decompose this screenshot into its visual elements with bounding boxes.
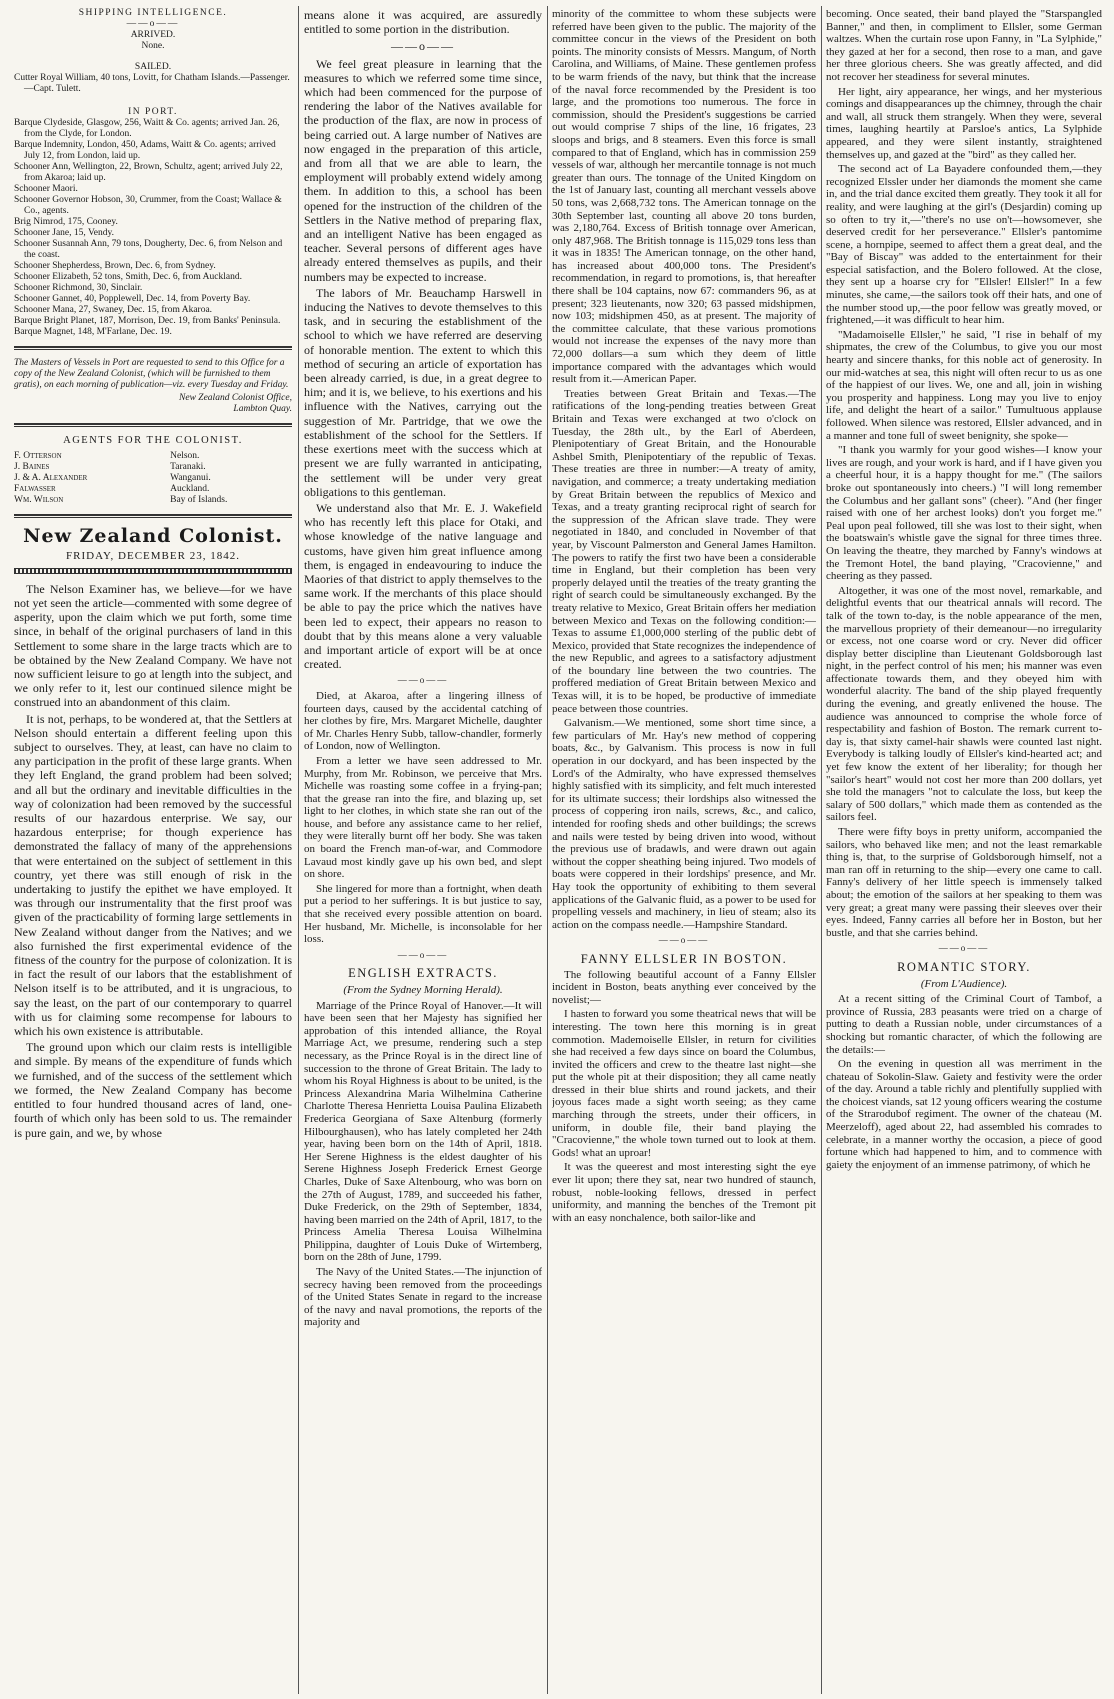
died-paragraph: She lingered for more than a fortnight, when death put a period to her sufferings. It is but justice to say, that she received every possible attention on board. Her husband, Mr. Michelle, is inconsolable for her loss. — [304, 882, 542, 946]
inport-entry: Barque Bright Planet, 187, Morrison, Dec. 19, from Banks' Peninsula. — [14, 316, 281, 326]
flax-paragraph: The labors of Mr. Beauchamp Harswell in inducing the Natives to devote themselves to this task, and in securing the establishment of the school to which we have referred are deserving of honorable mention. The extent to which this method of securing an article of exportation has been already carried, is due, in a great degree to him; and it is, we believe, to his exertions and his influence with the Natives, carrying out the suggestion of Mr. Partridge, that we owe the establishment of the school for the Settlers. If these exertions meet with the success which at present we are fully warranted in anticipating, the settlement will be under very great obligations to this gentleman. — [304, 285, 542, 499]
agent-name: F. Otterson — [14, 450, 62, 461]
inport-entry: Brig Nimrod, 175, Cooney. — [14, 217, 118, 227]
agents-table — [14, 451, 292, 506]
double-rule — [14, 346, 292, 350]
double-rule — [14, 423, 292, 427]
navy-continuation: minority of the committee to whom these subjects were referred have been given to the public. The majority of the committee concur in the views of the President on both points. The minority consists of Messrs. Mangum, of North Carolina, and Williams, of Maine. These gentlemen profess to be warm friends of the navy, but think that the increase of the naval force recommended by the President is too large, and the promotions too numerous. The force in commission, should the President's suggestions be carried out would comprise 7 ships of the line, 16 frigates, 23 sloops and brigs, and 8 steamers. Even this force is small compared to that of England, which has in commission 259 vessels of war, although her mercantile tonnage is not much greater than ours. The tonnage of the United Kingdom on the 1st of January last, counting all merchant vessels above 50 tons, was 2,668,732 tons. The American tonnage on the 30th September last, counting all above 20 tons burden, was 2,180,764. Excess of British tonnage over American, only 487,968. The British tonnage is 115,029 tons less than it was in 1835! The American tonnage, on the other hand, has increased about 400,000 tons. The President's recommendation, in regard to promotions, is, that hereafter there shall be 104 captains, now 67: commanders 96, as at present; 323 lieutenants, now 320; 63 passed midshipmen, now 103; midshipmen 450, as at present. The majority of the committee calculate, that these various promotions would not increase the expenses of the navy more than 72,000 dollars—a sum which they deem of little importance compared with the advantages which would result from it.—American Paper. — [552, 8, 816, 386]
shipping-intelligence — [14, 8, 292, 338]
agent-row — [14, 484, 292, 495]
galvanism-paragraph: Galvanism.—We mentioned, some short time since, a few particulars of Mr. Hay's new method of coppering boats, &c., by Galvanism. This process is now in full operation in our dockyard, and has been inspected by the Lord's of the Admiralty, who have expressed themselves highly satisfied with its simplicity, and felt much interested for its ultimate success; their lordships also witnessed the process of coppering iron nails, screws, &c., and calico, intended for roofing sheds and other buildings; the screws and nails were tested by being driven into wood, without the previous use of bradawls, and were drawn out again without the copper sheathing being injured. Two models of boats were coppered in their lordships' presence, and Mr. Hay took the opportunity of exhibiting to them several applications of the Galvanic fluid, as a power to be used for propelling vessels and machinery, in lieu of steam; also its action on the compass needle.—Hampshire Standard. — [552, 717, 816, 931]
romantic-paragraph: On the evening in question all was merriment in the chateau of Sokolin-Slaw. Gaiety and festivity were the order of the day. Around a table richly and plentifully supplied with the choicest viands, sat 12 young officers wearing the costume of the Strarodubof regiment. The owner of the chateau (M. Meerzeloff), aged about 22, had assembled his comrades to celebrate, in a manner worthy the occasion, a piece of good fortune which had happened to him, and to commence with gaiety the enjoyment of an immense patrimony, of which he — [826, 1058, 1102, 1171]
inport-entry: Schooner Gannet, 40, Popplewell, Dec. 14, from Poverty Bay. — [14, 294, 251, 304]
agent-name: Falwasser — [14, 483, 56, 494]
ornament-divider: ——o—— — [126, 19, 180, 29]
flax-paragraph: We understand also that Mr. E. J. Wakefield who has recently left this place for Otaki, and whose knowledge of the native language and customs, have given him great influence among them, is engaged in endeavouring to induce the Maories of that district to apply themselves to the same work. If the merchants of this place should be able to pay the price which the natives have been led to expect, their appears no reason to doubt that by this means alone a very valuable and important article of export will be at once created. — [304, 500, 542, 672]
inport-entry: Schooner Susannah Ann, 79 tons, Dougherty, Dec. 6, from Nelson and the coast. — [14, 239, 283, 260]
inport-entry: Schooner Ann, Wellington, 22, Brown, Schultz, agent; arrived July 22, from Akaroa; laid up. — [14, 162, 283, 183]
fanny-paragraph: The second act of La Bayadere confounded them,—they recognized Elssler under her diamonds the moment she came in, and the trial dance excited them greatly. They took it all for reality, and were laughing at the girl's (Desjardin) coming up so often to try it,—"there's no use on't—howsomever, she deserved credit for her perseverance." Ellsler's pantomime scene, a hornpipe, seemed to affect them a great deal, and the "Bay of Biscay" was added to the entertainment for their especial satisfaction, and the Bolero followed. At the close, they sent up a hoarse cry for "Ellsler! Ellsler!" In a few minutes, she came,—the sailors took off their hats, and one of the number stood up,—the poor fellow was greatly moved, or frightened,—it was difficult to hear him. — [826, 163, 1102, 327]
inport-entry: Barque Clydeside, Glasgow, 256, Waitt & Co. agents; arrived Jan. 26, from the Clyde, for London. — [14, 118, 280, 139]
column-rule — [821, 6, 822, 1694]
editorial-paragraph: The Nelson Examiner has, we believe—for we have not yet seen the article—commented with some degree of asperity, upon the claim which we put forth, some time since, in behalf of the original purchasers of land in this Settlement to some share in the large tracts which are to be obtained by the New Zealand Company. We have not now sufficient leisure to go at length into the subject, and we only refer to it, lest our continued silence might be construed into an abandonment of this claim. — [14, 581, 292, 710]
column-4 — [826, 8, 1102, 1692]
editorial — [14, 582, 292, 1140]
shipping-title: SHIPPING INTELLIGENCE. — [78, 8, 228, 18]
inport-heading: IN PORT. — [128, 107, 178, 117]
fanny-paragraph: It was the queerest and most interesting sight the eye ever lit upon; there they sat, near two hundred of staunch, robust, noble-looking fellows, dressed in perfect uniformity, and manning the benches of the Tremont pit with an easy nonchalence, both sailor-like and — [552, 1161, 816, 1224]
agent-row — [14, 451, 292, 462]
navy-paragraph: The Navy of the United States.—The injunction of secrecy having been removed from the proceedings of the United States Senate in regard to the increase of the navy and naval promotions, the reports of the majority and — [304, 1266, 542, 1329]
column-1 — [14, 8, 292, 1692]
notice-signature: Lambton Quay. — [233, 404, 292, 414]
editorial-paragraph: The ground upon which our claim rests is intelligible and simple. By means of the expenditure of funds which we furnished, and of the success of the settlement which we formed, the New Zealand Company has become entitled to four hundred thousand acres of land, one-fourth of which only has been sold to us. The remainder is pure gain, and we, by whose — [14, 1040, 292, 1140]
column-3 — [552, 8, 816, 1692]
treaties-paragraph: Treaties between Great Britain and Texas.—The ratifications of the long-pending treaties between Great Britain and Texas were exchanged at two o'clock on Tuesday, the 28th ult., by the Earl of Aberdeen, Plenipotentiary of Great Britain, and the Honourable Ashbel Smith, Plenipotentiary of the republic of Texas. These treaties are three in number:—A treaty of amity, navigation, and commerce; a treaty undertaking mediation by Great Britain between the republics of Mexico and Texas, and a treaty granting reciprocal right of search for the suppression of the African slave trade. They were negotiated in 1840, and concluded in November of that year, by Viscount Palmerston and General James Hamilton. The powers to ratify the first two have been a considerable time in England, but their completion has been very properly delayed until the treaties of the treaty granting the right of search could be simultaneously exchanged. By the treaty relative to Mexico, Great Britain offers her mediation between Mexico and Texas on the following condition:—Texas to assume £1,000,000 sterling of the public debt of Mexico, provided that State recognizes the independence of the new Republic, and agrees to a satisfactory adjustment of the boundary line between the two countries. The proffered mediation of Great Britain between Mexico and Texas will, it is to be hoped, be productive of immediate peace between those countries. — [552, 387, 816, 715]
marriage-paragraph: Marriage of the Prince Royal of Hanover.—It will have been seen that her Majesty has signified her approbation of this intended alliance, the Royal Marriage Act, we presume, rendering such a step necessary, as the Prince Royal is in the direct line of succession to the throne of Great Britain. The lady to whom his Royal Highness is about to be united, is the Princess Alexandrina Maria Wilhelmina Catherine Charlotte Theresa Henrietta Louisa Paulina Elizabeth Frederica Georgiana of Saxe Altenburg (formerly Hilbourghausen), who has lately completed her 24th year, having been born on the 14th of April, 1818. Her Serene Highness is the eldest daughter of his Serene Highness Joseph Frederick Ernest George Charles, Duke of Saxe Altenbourg, who was born on the 27th of August, 1789, and succeeded his father, Duke Frederick, on the 29th of September, 1834, having been married on the 24th of April, 1817, to the Princess Amelia Theresa Louisa Wilhelmina Philippina, daughter of Louis Duke of Wirtemberg, born on the 28th of June, 1799. — [304, 999, 542, 1264]
notice-signature: New Zealand Colonist Office, — [179, 393, 292, 403]
ornament-divider: ——o—— — [391, 39, 455, 54]
romantic-paragraph: At a recent sitting of the Criminal Court of Tambof, a province of Russia, 283 peasants were tried on a charge of putting to death a Russian noble, under circumstances of a shocking but romantic character, of which the following are the details:— — [826, 993, 1102, 1056]
dateline: FRIDAY, DECEMBER 23, 1842. — [66, 550, 240, 563]
agent-place: Auckland. — [170, 483, 210, 494]
inport-entry: Schooner Mana, 27, Swaney, Dec. 15, from Akaroa. — [14, 305, 213, 315]
inport-entry: Schooner Jane, 15, Vendy. — [14, 228, 114, 238]
masters-notice: The Masters of Vessels in Port are requested to send to this Office for a copy of the New Zealand Colonist, (which will be furnished to them gratis), on each morning of publication—viz. every Tuesday and Friday. — [14, 358, 289, 390]
agent-name: J. Baines — [14, 461, 50, 472]
column-rule — [298, 6, 299, 1694]
decorative-rule — [14, 568, 292, 574]
agent-place: Taranaki. — [170, 461, 206, 472]
romantic-heading: ROMANTIC STORY. — [897, 959, 1031, 974]
died-paragraph: From a letter we have seen addressed to Mr. Murphy, from Mr. Robinson, we perceive that Mrs. Michelle was roasting some coffee in a frying-pan; that the grease ran into the fire, and blazing up, set light to her clothes, in which state she ran out of the house, and before any assistance came to her relief, they were literally burnt off her body. She was taken on board the French man-of-war, and Commodore Lavaud most kindly gave up his own bed, and slept on shore. — [304, 754, 542, 881]
english-extracts-source: (From the Sydney Morning Herald). — [343, 984, 503, 996]
fanny-paragraph: The following beautiful account of a Fanny Ellsler incident in Boston, beats anything ever conceived by the novelist;— — [552, 968, 816, 1006]
agent-row — [14, 462, 292, 473]
fanny-heading: FANNY ELLSLER IN BOSTON. — [580, 951, 788, 966]
agent-place: Nelson. — [170, 450, 200, 461]
agent-place: Bay of Islands. — [170, 494, 228, 505]
agent-name: J. & A. Alexander — [14, 472, 88, 483]
agent-row — [14, 495, 292, 506]
inport-entry: Barque Magnet, 148, M'Farlane, Dec. 19. — [14, 327, 172, 337]
inport-entry: Schooner Governor Hobson, 30, Crummer, from the Coast; Wallace & Co., agents. — [14, 195, 282, 216]
double-rule — [14, 514, 292, 518]
ornament-divider: ——o—— — [938, 943, 990, 954]
inport-entry: Schooner Elizabeth, 52 tons, Smith, Dec. 6, from Auckland. — [14, 272, 242, 282]
agent-name: Wm. Wilson — [14, 494, 64, 505]
fanny-paragraph: Her light, airy appearance, her wings, and her mysterious comings and disappearances up the chimney, through the chair and wall, all struck them strangely. When they were, several times, laughing heartily at Parsloe's antics, La Sylphide appeared, and they were silent instantly, straightened themselves up, and gazed at the "bird" as they called her. — [826, 85, 1102, 161]
fanny-paragraph: "Madamoiselle Ellsler," he said, "I rise in behalf of my shipmates, the crew of the Columbus, to give you our most hearty and sincere thanks, for this noble act of generosity. In our mid-watches at sea, this night will often recur to us as one of the happiest of our lives. We, one and all, join in wishing you prosperity and happiness. Long may you live to enjoy life, and delight the heart of a sailor." Tumultuous applause followed. When silence was restored, Ellsler advanced, and in a manner and tone full of sweet benignity, she spoke— — [826, 328, 1102, 442]
died-paragraph: Died, at Akaroa, after a lingering illness of fourteen days, caused by the accidental catching of her clothes by fire, Mrs. Margaret Michelle, daughter of Mr. Charles Henry Subb, tallow-chandler, formerly of London, now of Wellington. — [304, 689, 542, 753]
editorial-paragraph: It is not, perhaps, to be wondered at, that the Settlers at Nelson should entertain a different feeling upon this subject to ourselves. They, at least, can have no claim to any participation in the profit of these large grants. When they left England, the grand problem had been solved; and all but the ordinary and inevitable difficulties in the way of colonization had been removed by the successful results of our hazardous enterprise. We say, our hazardous enterprise; for though experience has demonstrated the fallacy of many of the apprehensions that were entertained on the subject of settlement in this country, yet there was still enough of risk in the undertaking to justify the epithet we have employed. It was through our instrumentality that the first proof was given of the practicability of forming large settlements in New Zealand without danger from the Natives; and we also furnished the first experimental evidence of the fitness of the country for the purpose of colonization. It is in fact the result of our labors that the establishment of Nelson itself is to be attributed, and it is ungracious, to say the least, on the part of our contemporary to quarrel with us for claiming some recompense for labours to which his own existence is attributable. — [14, 711, 292, 1039]
column-2 — [304, 8, 542, 1692]
ornament-divider: ——o—— — [658, 935, 710, 946]
agent-row — [14, 473, 292, 484]
agent-place: Wanganui. — [170, 472, 211, 483]
inport-entry: Barque Indemnity, London, 450, Adams, Waitt & Co. agents; arrived July 12, from London, laid up. — [14, 140, 276, 161]
inport-entry: Schooner Richmond, 30, Sinclair. — [14, 283, 143, 293]
english-extracts-heading: ENGLISH EXTRACTS. — [348, 966, 498, 981]
fanny-continuation: becoming. Once seated, their band played the "Starspangled Banner," and then, in compliment to Ellsler, some German waltzes. When the curtain rose upon Fanny, in "La Sylphide," they gazed at her for a second, then rose to a man, and gave her three glorious cheers. She was greatly affected, and did not recover her steadiness for several minutes. — [826, 8, 1102, 83]
sailed-entry: Cutter Royal William, 40 tons, Lovitt, for Chatham Islands.—Passenger.—Capt. Tulett. — [14, 73, 290, 94]
ornament-divider: ——o—— — [397, 949, 449, 960]
inport-entry: Schooner Maori. — [14, 184, 78, 194]
column-rule — [547, 6, 548, 1694]
sailed-heading: SAILED. — [134, 62, 172, 72]
fanny-paragraph: Altogether, it was one of the most novel, remarkable, and delightful events that our theatrical annals will record. The talk of the town to-day, is the noble appearance of the men, the marvellous propriety of their demeanour—no irregularity or excess, not one coarse word or cry. Never did officer display better discipline than Lieutenant Goldsborough last night, in the perfect control of his men; his manner was even affectionate towards them, and they obeyed him with wonderful alacrity. The band of the ship played frequently during the evening, and greatly enlivened the house. The audience was announced to comprise the whole force of respectability and fashion of Boston. The remark current to-day is, that sixty camel-hair shawls were counted last night. Everybody is talking loudly of Ellsler's kind-hearted act; and yet few know the extent of her liberality; for though her "sailor's heart" would not cost her more than 200 dollars, yet she told the managers "not to calculate the loss, but keep the salary of 500 dollars," which made them as contended as the sailors feel. — [826, 584, 1102, 824]
flax-paragraph: We feel great pleasure in learning that the measures to which we referred some time since, which had been commenced for the purpose of rendering the labor of the Natives available for the production of the flax, are now in process of being carried out. A large number of Natives are now engaged in the preparation of this article, and from all that we are able to learn, the employment will probably extend widely among them. In addition to this, a school has been opened for the instruction of the children of the Settlers in the Native method of preparing flax, and an intelligent Native has been engaged as teacher. Several persons of different ages have already entered themselves as pupils, and their numbers may be expected to increase. — [304, 56, 542, 284]
ornament-divider: ——o—— — [397, 675, 449, 686]
agents-title: AGENTS FOR THE COLONIST. — [63, 435, 243, 446]
editorial-continuation: means alone it was acquired, are assuredly entitled to some portion in the distribution. — [304, 8, 542, 37]
arrived-none: None. — [141, 41, 165, 51]
arrived-heading: ARRIVED. — [130, 30, 176, 40]
inport-entry: Schooner Shepherdess, Brown, Dec. 6, from Sydney. — [14, 261, 216, 271]
fanny-paragraph: "I thank you warmly for your good wishes—I know your lives are rough, and your work is hard, and if I have given you a cheerful hour, it is a happy thought for me." (The sailors broke out spontaneously into cheers.) "I will long remember the Columbus and her gallant sons" (cheer). "And (her finger raised with one of her archest looks) don't you forget me." Peal upon peal followed, till she was lost to their sight, when the boatswain's whistle gave the signal for three times three. On leaving the theatre, they marched by Fanny's windows at the Tremont Hotel, the band playing, "Cracovienne," and cheering as they passed. — [826, 444, 1102, 583]
flax-article — [304, 8, 542, 671]
romantic-source: (From L'Audience). — [920, 977, 1008, 990]
fanny-paragraph: I hasten to forward you some theatrical news that will be interesting. The town here this morning is in great commotion. Mademoiselle Ellsler, in return for civilities she had received a few days since on board the Columbus, invited the officers and crew to the theatre last night—she put the whole pit at their disposition; they all came neatly dressed in their blue shirts and round jackets, and their joyous faces made a sight worth seeing; as they came marching through the streets, under their officers, in uniform, in double file, their band playing the "Cracovienne," the whole town turned out to look at them. Gods! what an uproar! — [552, 1008, 816, 1159]
masthead: New Zealand Colonist. — [23, 524, 283, 547]
fanny-paragraph: There were fifty boys in pretty uniform, accompanied the sailors, who behaved like men; and not the least remarkable thing is, that, to the surprise of Goldsborough himself, not a man ran off in returning to the ship—every one came to call. Fanny's delivery of her little speech is immensely talked about; the emotion of the sailors at her speaking to them was very great; a great many were passing their sleeves over their eyes. Indeed, Fanny carries all before her in Boston, but her bustle, and that she carries behind. — [826, 826, 1102, 939]
